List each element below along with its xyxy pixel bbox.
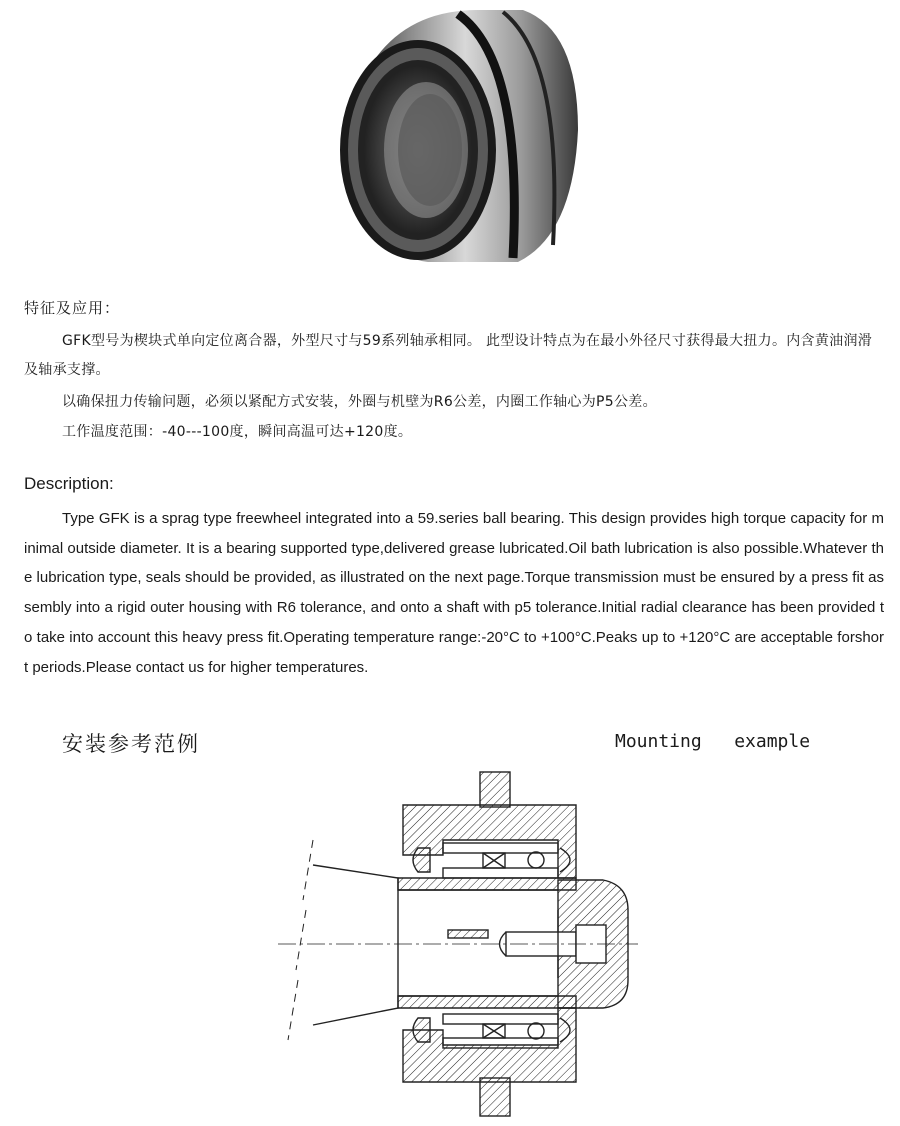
features-paragraph-3: 工作温度范围：-40---100度，瞬间高温可达+120度。 <box>62 424 413 440</box>
description-heading: Description: <box>24 474 114 493</box>
bearing-photo <box>318 0 598 272</box>
description-body: Type GFK is a sprag type freewheel integrated into a 59.series ball bearing. This design provides high torque capacity for minimal outside diameter. It is a bearing supported type,delivered grease lubricated.Oil bath lubrication is also possible.Whatever the lubrication type, seals should be provided, as illustrated on the next page.Torque transmission must be ensured by a press fit assembly into a rigid outer housing with R6 tolerance, and onto a shaft with p5 tolerance.Initial radial clearance has been provided to take into account this heavy press fit.Operating temperature range:-20°C to +100°C.Peaks up to +120°C are acceptable forshort periods.Please contact us for higher temperatures. <box>24 510 884 676</box>
mounting-title-cn: 安装参考范例 <box>62 732 200 756</box>
mounting-diagram <box>258 760 658 1126</box>
features-paragraph-2: 以确保扭力传输问题，必须以紧配方式安装，外圈与机壁为R6公差，内圈工作轴心为P5公差。 <box>62 394 657 410</box>
mounting-title-en: Mounting example <box>615 731 811 752</box>
features-paragraph-1: GFK型号为楔块式单向定位离合器，外型尺寸与59系列轴承相同。 此型设计特点为在最小外径尺寸获得最大扭力。内含黄油润滑及轴承支撑。 <box>24 333 873 378</box>
features-heading: 特征及应用： <box>24 299 121 317</box>
